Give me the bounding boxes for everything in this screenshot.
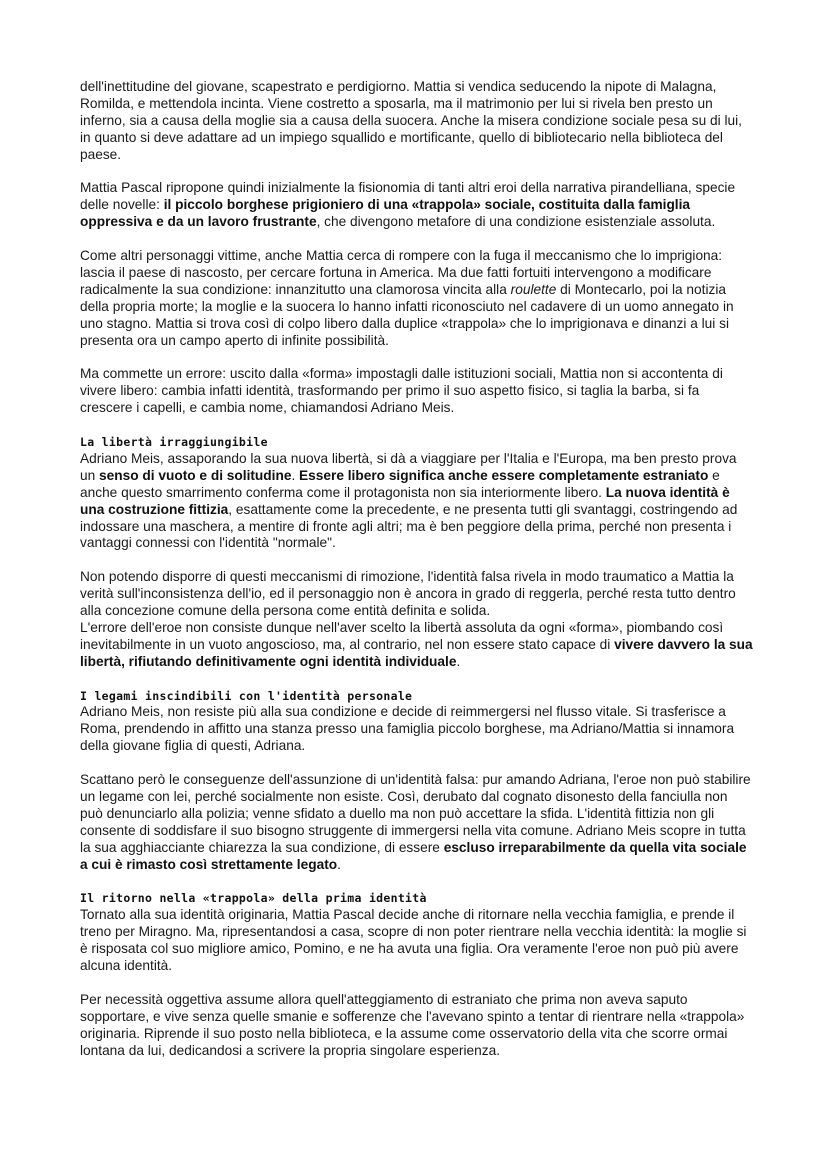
paragraph-text: Come altri personaggi vittime, anche Mattia cerca di rompere con la fuga il meccanismo che lo imprigiona: lascia il paese di nascosto, per cercare fortuna in America. Ma due fatti fortuiti intervengono a modificare radicalmente la sua condizione: innanzitutto una clamorosa vincita alla: [80, 248, 723, 297]
paragraph-text: L'errore dell'eroe non consiste dunque nell'aver scelto la libertà assoluta da ogni «forma», piombando così inevitabilmente in un vuoto angoscioso, ma, al contrario, nel non essere stato capace di: [80, 619, 724, 652]
paragraph-text: Scattano però le conseguenze dell'assunzione di un'identità falsa: pur amando Adriana, l'eroe non può stabilire un legame con lei, perché socialmente non esiste. Così, derubato dal cognato disonesto della fanciulla non può denunciarlo alla polizia; venne sfidato a duello ma non può accettare la sfida. L'identità fittizia non gli consente di soddisfare il suo bisogno struggente di immergersi nella vita comune. Adriano Meis scopre in tutta la sua agghiacciante chiarezza la sua condizione, di essere: [80, 772, 751, 855]
paragraph-text: Mattia Pascal ripropone quindi inizialmente la fisionomia di tanti altri eroi della narrativa pirandelliana, specie delle novelle:: [80, 180, 736, 213]
paragraph-text: dell'inettitudine del giovane, scapestrato e perdigiorno. Mattia si vendica seducendo la nipote di Malagna, Romilda, e mettendola incinta. Viene costretto a sposarla, ma il matrimonio per lui si rivela ben presto un inferno, sia a causa della moglie sia a causa della suocera. Anche la misera condizione sociale pesa su di lui, in quanto si deve adattare ad un impiego squallido e mortificante, quello di bibliotecario nella biblioteca del paese.: [80, 79, 742, 162]
paragraph-text: Non potendo disporre di questi meccanismi di rimozione, l'identità falsa rivela in modo traumatico a Mattia la verità sull'inconsistenza dell'io, ed il personaggio non è ancora in grado di reggerla, perché resta tutto dentro alla concezione comune della persona come entità definita e solida.: [80, 569, 736, 619]
bold-text: vivere davvero la sua libertà, rifiutando definitivamente ogni identità individuale: [80, 636, 753, 669]
paragraph-text: .: [291, 467, 300, 483]
paragraph-miragno: [80, 907, 754, 975]
paragraph-intro: [80, 79, 754, 164]
section-title-ritorno: Il ritorno nella «trappola» della prima identità: [80, 891, 427, 906]
paragraph-trappola: [80, 180, 754, 231]
paragraph-estraniato: [80, 992, 754, 1060]
paragraph-text: Per necessità oggettiva assume allora quell'atteggiamento di estraniato che prima non aveva saputo sopportare, e vive senza quelle smanie e sofferenze che l'avevano spinto a tentar di rientrare nella «trappola» originaria. Riprende il suo posto nella biblioteca, e la assume come osservatorio della vita che scorre ormai lontana da lui, dedicandosi a scrivere la propria singolare esperienza.: [80, 991, 745, 1058]
paragraph-rimozione: [80, 569, 754, 670]
paragraph-text: .: [337, 856, 341, 872]
paragraph-adriano-meis: [80, 451, 754, 552]
paragraph-text: e anche questo smarrimento conferma come il protagonista non sia interiormente libero.: [80, 467, 720, 500]
paragraph-conseguenze: [80, 772, 754, 873]
paragraph-text: di Montecarlo, poi la notizia della propria morte; la moglie e la suocera lo hanno infatti riconosciuto nel cadavere di un uomo annegato in uno stagno. Mattia si trova così di colpo libero dalla duplice «trappola» che lo imprigionava e dinanzi a lui si presenta ora un campo aperto di infinite possibilità.: [80, 281, 734, 348]
paragraph-text: , esattamente come la precedente, e ne presenta tutti gli svantaggi, costringendo ad indossare una maschera, a mentire di fronte agli altri; ma è ben peggiore della prima, perché non presenta i vantaggi connessi con l'identità "normale".: [80, 501, 738, 551]
bold-text: Essere libero significa anche essere completamente estraniato: [299, 467, 709, 483]
section-title-legami: I legami inscindibili con l'identità personale: [80, 688, 413, 703]
document-page: [80, 79, 754, 1059]
paragraph-fuga: [80, 248, 754, 349]
italic-text: roulette: [510, 281, 557, 297]
paragraph-text: .: [456, 653, 461, 669]
paragraph-text: Ma commette un errore: uscito dalla «forma» impostagli dalle istituzioni sociali, Mattia non si accontenta di vivere libero: cambia infatti identità, trasformando per primo il suo aspetto fisico, si taglia la barba, si fa crescere i capelli, e cambia nome, chiamandosi Adriano Meis.: [80, 366, 723, 416]
bold-text: il piccolo borghese prigioniero di una «trappola» sociale, costituita dalla famiglia oppressiva e da un lavoro frustrante: [80, 197, 691, 230]
paragraph-text: Tornato alla sua identità originaria, Mattia Pascal decide anche di ritornare nella vecchia famiglia, e prende il treno per Miragno. Ma, ripresentandosi a casa, scopre di non poter rientrare nella vecchia identità: la moglie si è risposata col suo migliore amico, Pomino, e ne ha avuta una figlia. Ora veramente l'eroe non può più avere alcuna identità.: [80, 907, 747, 973]
bold-text: escluso irreparabilmente da quella vita sociale a cui è rimasto così strettamente legato: [80, 839, 747, 872]
section-title-liberta: La libertà irraggiungibile: [80, 434, 268, 449]
bold-text: senso di vuoto e di solitudine: [99, 467, 292, 483]
bold-text: La nuova identità è una costruzione fittizia: [80, 484, 730, 517]
paragraph-text: Adriano Meis, non resiste più alla sua condizione e decide di reimmergersi nel flusso vitale. Si trasferisce a Roma, prendendo in affitto una stanza presso una famiglia piccolo borghese, ma Adriano/Mattia si innamora della giovane figlia di questi, Adriana.: [80, 704, 735, 754]
paragraph-roma: [80, 704, 754, 755]
paragraph-text: Adriano Meis, assaporando la sua nuova libertà, si dà a viaggiare per l'Italia e l'Europa, ma ben presto prova un: [80, 450, 737, 483]
paragraph-errore: [80, 366, 754, 417]
paragraph-text: , che divengono metafore di una condizione esistenziale assoluta.: [316, 214, 716, 230]
